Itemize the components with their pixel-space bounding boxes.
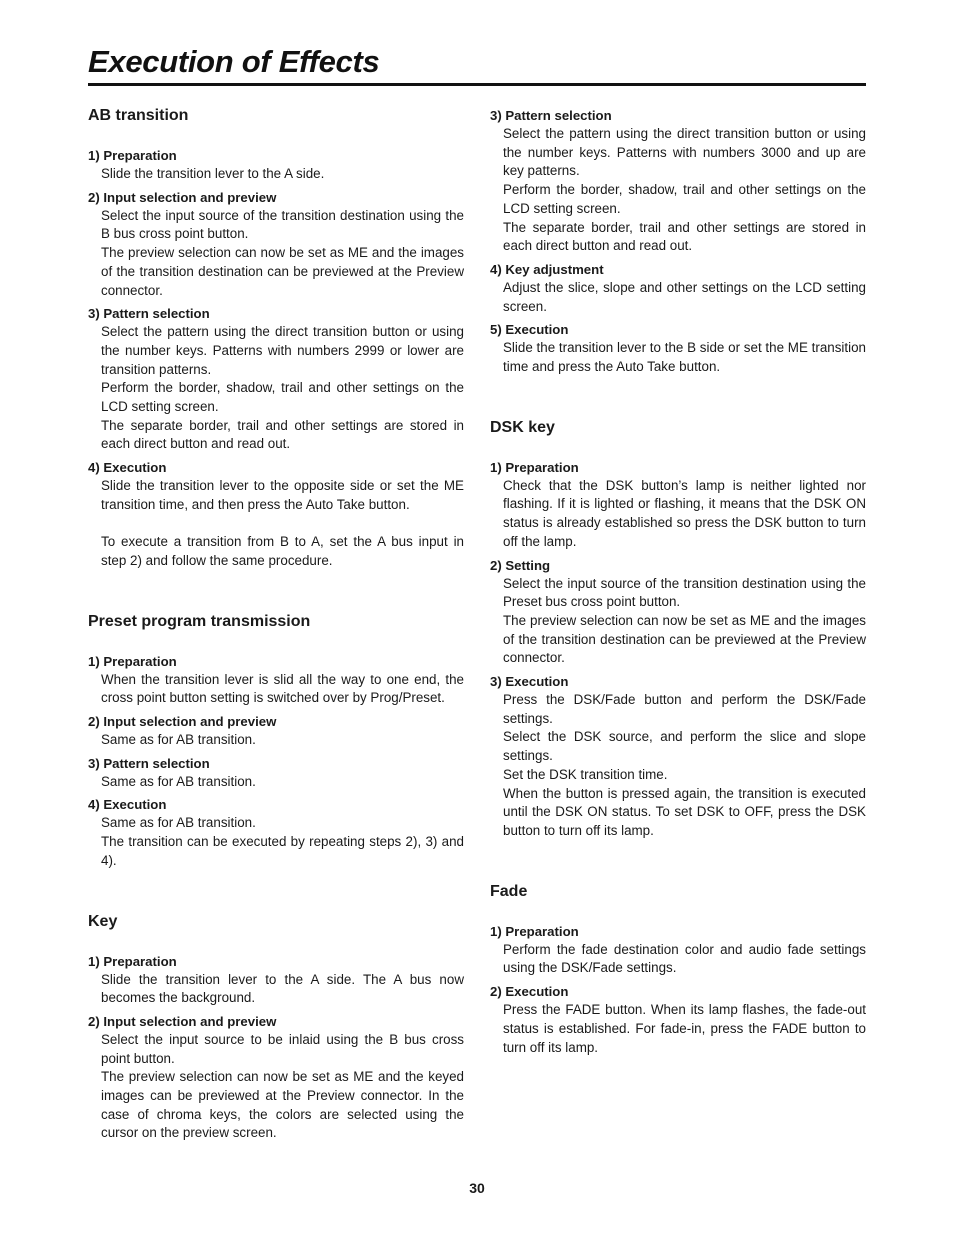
section-title: Key [88, 912, 118, 930]
step-title: 2) Setting [490, 557, 551, 573]
section-key-continued [490, 106, 866, 377]
step-title: 5) Execution [490, 322, 569, 338]
section-preset-program [88, 610, 464, 871]
step-text: The preview selection can now be set as ME and the keyed images can be previewed at the Preview connector. In the case of chroma keys, the colors are selected using the cursor on the preview screen. [101, 1069, 464, 1141]
step-text: Perform the fade destination color and audio fade settings using the DSK/Fade settings. [503, 941, 866, 976]
section-fade [490, 880, 866, 1058]
step-text: Select the DSK source, and perform the slice and slope settings. [503, 729, 866, 764]
step-text: Select the pattern using the direct transition button or using the number keys. Patterns with numbers 2999 or lower are transition patterns. [101, 324, 464, 377]
step-title: 3) Pattern selection [490, 108, 612, 123]
step-title: 2) Input selection and preview [88, 1013, 277, 1029]
step-text: Slide the transition lever to the A side. [101, 166, 325, 181]
left-column [88, 104, 464, 1147]
step-text: Select the pattern using the direct transition button or using the number keys. Patterns with numbers 3000 and up are key patterns. [503, 126, 866, 179]
step-text: Press the FADE button. When its lamp flashes, the fade-out status is established. For fade-in, press the FADE button to turn off its lamp. [503, 1002, 866, 1055]
step-input-selection [88, 188, 464, 301]
step-title: 2) Execution [490, 984, 569, 1000]
section-dsk-key [490, 416, 866, 841]
step-text: Perform the border, shadow, trail and other settings on the LCD setting screen. [101, 380, 464, 415]
step-text: When the transition lever is slid all the way to one end, the cross point button setting is switched over by Prog/Preset. [101, 671, 464, 706]
step-execution [490, 672, 866, 841]
step-title: 4) Execution [88, 797, 167, 813]
step-execution [88, 458, 464, 571]
step-text: Check that the DSK button’s lamp is neither lighted nor flashing. If it is lighted or flashing, it means that the DSK ON status is already established so press the DSK button to turn off the lamp. [503, 477, 866, 549]
step-preparation [490, 458, 866, 552]
step-text: Adjust the slice, slope and other settings on the LCD setting screen. [503, 279, 866, 314]
step-text: Select the input source to be inlaid using the B bus cross point button. [101, 1031, 464, 1066]
section-title: Fade [490, 882, 528, 900]
step-title: 3) Execution [490, 674, 569, 690]
step-text: The transition can be executed by repeating steps 2), 3) and 4). [101, 834, 464, 868]
step-pattern-selection [490, 106, 866, 256]
step-text: The preview selection can now be set as ME and the images of the transition destination can be previewed at the Preview connector. [503, 612, 866, 666]
step-preparation [88, 146, 464, 184]
section-ab-transition [88, 104, 464, 571]
step-title: 1) Preparation [490, 923, 579, 939]
step-text: The preview selection can now be set as ME and the images of the transition destination can be previewed at the Preview connector. [101, 245, 464, 298]
step-title: 1) Preparation [88, 148, 177, 163]
page-number: 30 [469, 1180, 485, 1196]
step-input-selection [88, 712, 464, 750]
step-text: Select the input source of the transition destination using the Preset bus cross point button. [503, 575, 866, 610]
step-text: Same as for AB transition. [101, 773, 256, 789]
section-key [88, 910, 464, 1144]
step-title: 4) Key adjustment [490, 261, 604, 277]
step-title: 3) Pattern selection [88, 306, 210, 322]
step-preparation [88, 652, 464, 708]
step-setting [490, 556, 866, 669]
step-text: Select the input source of the transition destination using the B bus cross point button. [101, 207, 464, 242]
step-title: 4) Execution [88, 460, 167, 476]
step-text: When the button is pressed again, the transition is executed until the DSK ON status. To set DSK to OFF, press the DSK button to turn off its lamp. [503, 785, 866, 838]
step-text: Perform the border, shadow, trail and other settings on the LCD setting screen. [503, 182, 866, 216]
step-title: 1) Preparation [88, 653, 177, 669]
step-text: The separate border, trail and other settings are stored in each direct button and read out. [503, 219, 866, 254]
step-title: 2) Input selection and preview [88, 189, 277, 205]
step-text: Slide the transition lever to the opposite side or set the ME transition time, and then press the Auto Take button. [101, 478, 464, 512]
step-title: 2) Input selection and preview [88, 714, 277, 730]
step-text: Slide the transition lever to the A side. The A bus now becomes the background. [101, 971, 464, 1006]
step-key-adjustment [490, 260, 866, 316]
step-pattern-selection [88, 754, 464, 792]
step-text: Slide the transition lever to the B side or set the ME transition time and press the Auto Take button. [503, 340, 866, 375]
title-rule [88, 83, 866, 86]
step-pattern-selection [88, 304, 464, 454]
step-execution [88, 795, 464, 870]
step-execution [490, 982, 866, 1057]
section-title: Preset program transmission [88, 612, 311, 630]
step-preparation [88, 952, 464, 1008]
section-title: AB transition [88, 107, 189, 124]
page-title: Execution of Effects [88, 44, 380, 79]
step-title: 1) Preparation [490, 459, 579, 475]
step-text: Same as for AB transition. [101, 815, 256, 831]
step-execution [490, 320, 866, 376]
step-title: 1) Preparation [88, 953, 177, 969]
step-preparation [490, 922, 866, 978]
right-column [490, 106, 866, 1061]
step-text: Same as for AB transition. [101, 732, 256, 748]
step-note: To execute a transition from B to A, set the A bus input in step 2) and follow the same procedure. [101, 534, 464, 568]
step-title: 3) Pattern selection [88, 755, 210, 771]
section-title: DSK key [490, 418, 555, 436]
step-text: Press the DSK/Fade button and perform the DSK/Fade settings. [503, 692, 866, 726]
step-text: Set the DSK transition time. [503, 766, 668, 782]
step-input-selection [88, 1012, 464, 1143]
step-text: The separate border, trail and other settings are stored in each direct button and read out. [101, 417, 464, 452]
